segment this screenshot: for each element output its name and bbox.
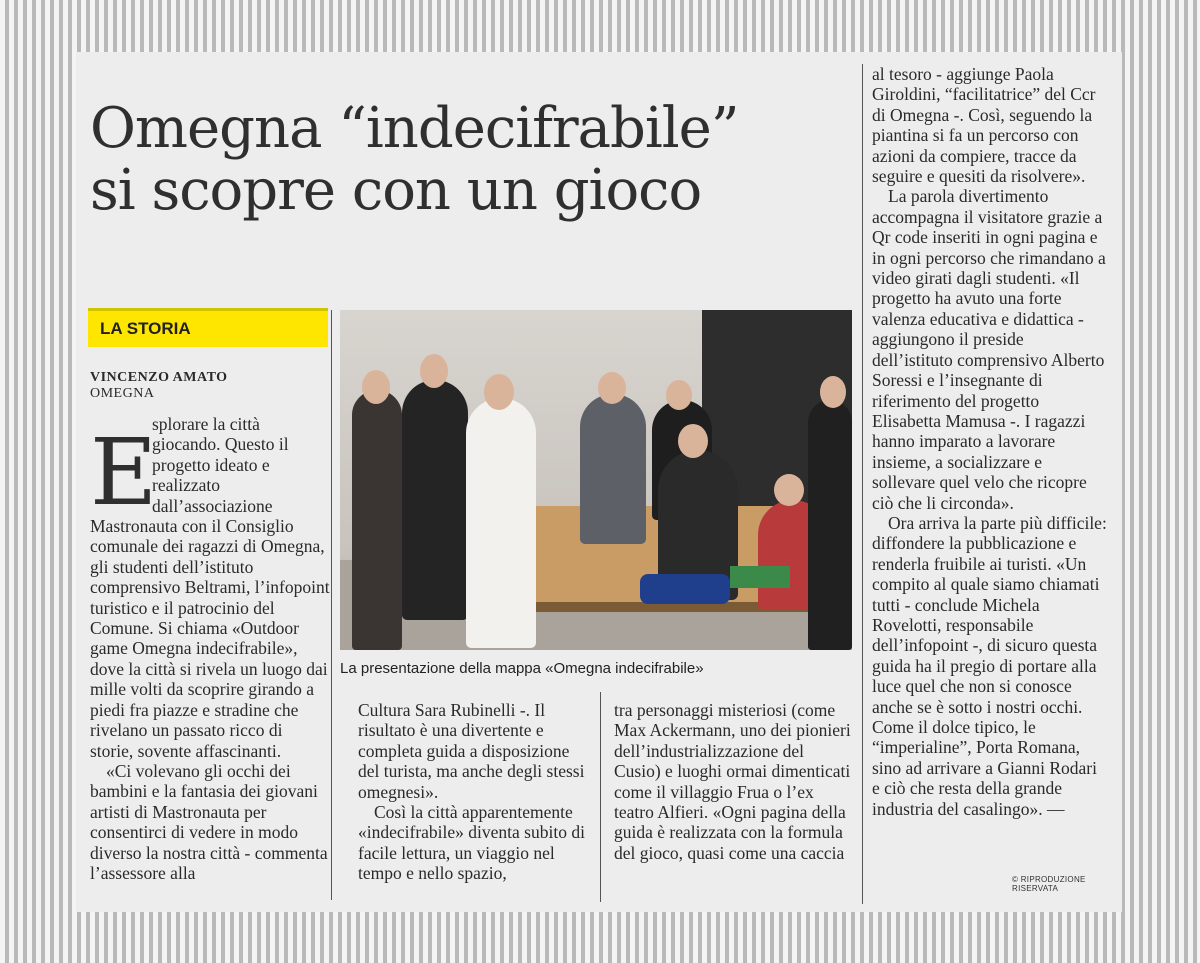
section-label-text: LA STORIA <box>100 319 191 338</box>
photo-person <box>466 398 536 648</box>
photo-person-head <box>820 376 846 408</box>
paragraph-text: splorare la città giocando. Questo il progetto ideato e realizzato dall’associazione Mastronauta con il Consiglio comunale dei ragazzi di Omegna, gli studenti dell’istituto comprensivo Beltrami, l’infopoint turistico e il patrocinio del Comune. Si chiama «Outdoor game Omegna indecifrabile», dove la città si rivela un luogo dai mille volti da scoprire girando a piedi fra piazze e stradine che rivelano un passato ricco di storie, sovente affascinanti. <box>90 414 330 761</box>
photo-person <box>352 390 402 650</box>
author-name: VINCENZO AMATO <box>90 370 228 385</box>
article-column-4 <box>872 64 1108 866</box>
article-column-3 <box>614 700 854 905</box>
paragraph: Ora arriva la parte più difficile: diffondere la pubblicazione e renderla fruibile ai turisti. «Un compito al quale siamo chiamati tutti - conclude Michela Rovelotti, responsabile dell’infopoint -, di sicuro questa guida ha il pregio di portare alla luce quel che non si conosce anche se è sotto i nostri occhi. Come il dolce tipico, le “imperialine”, Porta Romana, sino ad arrivare a Gianni Rodari e ciò che resta della grande industria del casalingo». — <box>872 512 1107 819</box>
paragraph: Così la città apparentemente «indecifrabile» diventa subito di facile lettura, un viaggio nel tempo e nello spazio, <box>358 802 585 884</box>
headline-line-2: si scopre con un gioco <box>90 158 702 223</box>
section-label <box>88 308 328 347</box>
drop-cap: E <box>90 419 158 526</box>
photo-person <box>402 380 468 620</box>
copyright-credit: © RIPRODUZIONE RISERVATA <box>1012 875 1086 893</box>
headline <box>90 98 850 222</box>
photo-person-head <box>484 374 514 410</box>
dateline-place: OMEGNA <box>90 386 155 401</box>
photo-person-head <box>362 370 390 404</box>
photo-box <box>730 566 790 588</box>
newspaper-clipping <box>76 52 1122 912</box>
article-photo <box>340 310 852 650</box>
paragraph: «Ci volevano gli occhi dei bambini e la fantasia dei giovani artisti di Mastronauta per consentirci di vedere in modo diverso la nostra città - commenta l’assessore alla <box>90 760 328 883</box>
photo-person <box>808 400 852 650</box>
paragraph: tra personaggi misteriosi (come Max Ackermann, uno dei pionieri dell’industrializzazione del Cusio) e luoghi ormai dimenticati come il villaggio Frua o l’ex teatro Alfieri. «Ogni pagina della guida è realizzata con la formula del gioco, quasi come una caccia <box>614 700 851 863</box>
article-column-2 <box>358 700 594 905</box>
article-column-1 <box>90 414 330 894</box>
photo-person-head <box>420 354 448 388</box>
photo-caption: La presentazione della mappa «Omegna indecifrabile» <box>340 660 704 677</box>
paragraph: Cultura Sara Rubinelli -. Il risultato è una divertente e completa guida a disposizione del turista, ma anche degli stessi omegnesi». <box>358 700 585 802</box>
column-divider <box>331 310 332 900</box>
photo-person <box>580 394 646 544</box>
headline-line-1: Omegna “indecifrabile” <box>90 96 739 161</box>
paragraph: La parola divertimento accompagna il visitatore grazie a Qr code inseriti in ogni pagina e in ogni percorso che rimandano a video girati dagli studenti. «Il progetto ha avuto una forte valenza educativa e didattica - aggiungono il preside dell’istituto comprensivo Alberto Soressi e l’insegnante di riferimento del progetto Elisabetta Mamusa -. I ragazzi hanno imparato a lavorare insieme, a socializzare e sollevare quel velo che ricopre ciò che li circonda». <box>872 186 1106 513</box>
paragraph <box>90 414 330 761</box>
photo-person-head <box>666 380 692 410</box>
photo-person-head <box>774 474 804 506</box>
photo-bag <box>640 574 730 604</box>
paragraph: al tesoro - aggiunge Paola Giroldini, “facilitatrice” del Ccr di Omegna -. Così, seguendo la piantina si fa un percorso con azioni da compiere, tracce da seguire e quesiti da risolvere». <box>872 64 1096 187</box>
column-divider <box>600 692 601 902</box>
photo-person-head <box>598 372 626 404</box>
photo-person-head <box>678 424 708 458</box>
column-divider <box>862 64 863 904</box>
